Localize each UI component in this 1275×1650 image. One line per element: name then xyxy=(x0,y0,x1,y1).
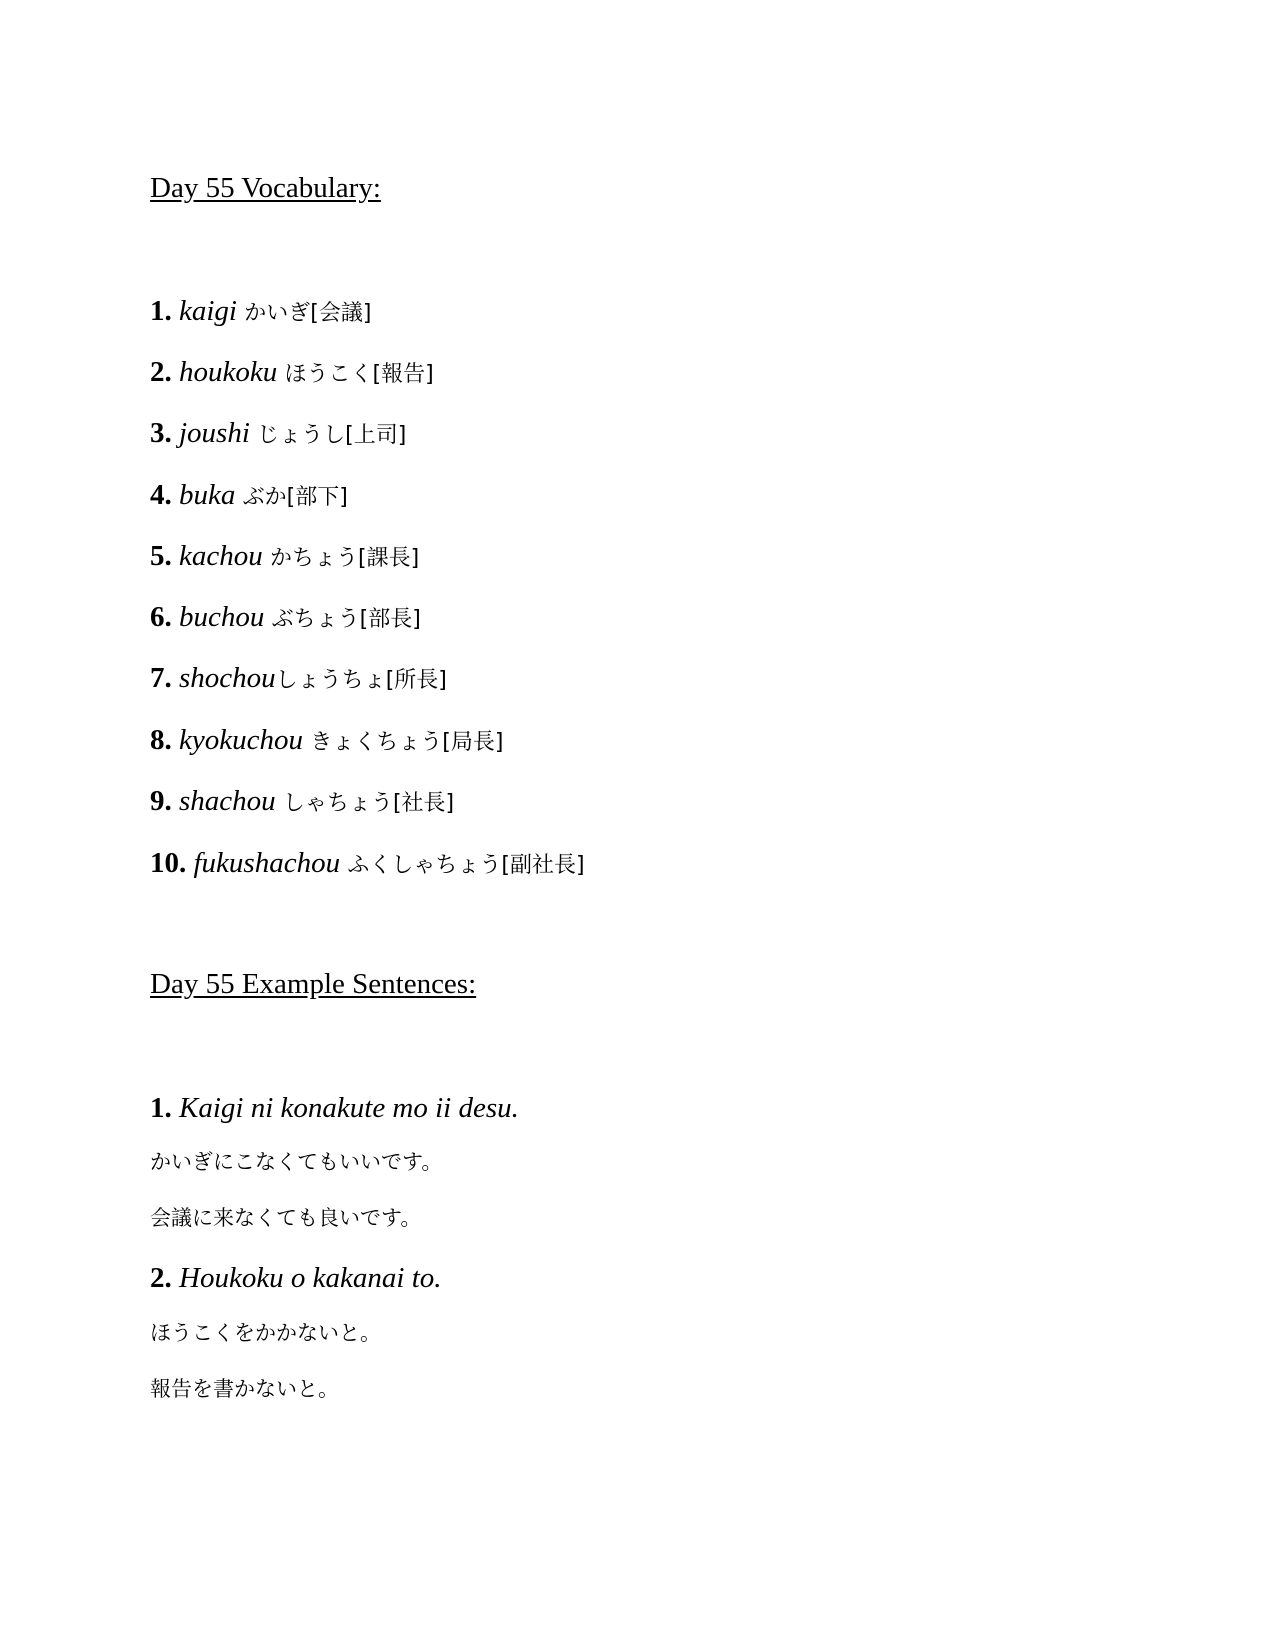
item-number: 2. xyxy=(150,356,172,388)
item-kanji: [社長] xyxy=(392,791,455,816)
vocab-item xyxy=(150,845,585,884)
item-kana: きょくちょう xyxy=(310,730,443,755)
item-kana: ぶか xyxy=(242,485,287,510)
item-romaji: buchou xyxy=(179,601,265,633)
item-romaji: houkoku xyxy=(179,356,278,388)
sentence-number: 2. xyxy=(150,1262,172,1294)
vocab-item xyxy=(150,538,419,577)
vocab-item xyxy=(150,783,454,822)
item-kana: かいぎ xyxy=(244,301,311,326)
item-kanji: [副社長] xyxy=(501,853,585,878)
item-kanji: [上司] xyxy=(345,423,407,448)
sentence-kanji: 報告を書かないと。 xyxy=(150,1377,339,1401)
item-kanji: [課長] xyxy=(358,546,420,571)
item-romaji: kachou xyxy=(179,540,263,572)
item-romaji: kaigi xyxy=(179,295,237,327)
vocab-item xyxy=(150,477,348,516)
sentence-number: 1. xyxy=(150,1092,172,1124)
sentence-romaji: Houkoku o kakanai to. xyxy=(179,1262,442,1294)
vocab-item xyxy=(150,293,371,332)
item-number: 6. xyxy=(150,601,172,633)
item-romaji: shochou xyxy=(179,662,276,694)
vocab-item xyxy=(150,354,434,393)
vocabulary-heading: Day 55 Vocabulary: xyxy=(150,172,381,204)
item-kanji: [会議] xyxy=(310,301,372,326)
item-number: 1. xyxy=(150,295,172,327)
item-romaji: shachou xyxy=(179,785,276,817)
document-page xyxy=(150,0,1150,1650)
vocab-item xyxy=(150,722,503,761)
item-kana: ふくしゃちょう xyxy=(347,853,502,878)
item-number: 9. xyxy=(150,785,172,817)
item-kana: ほうこく xyxy=(284,362,373,387)
item-romaji: buka xyxy=(179,479,236,511)
example-sentence xyxy=(150,1260,442,1296)
item-romaji: fukushachou xyxy=(193,847,341,879)
item-kana: しゃちょう xyxy=(282,791,393,816)
example-sentences-heading: Day 55 Example Sentences: xyxy=(150,968,477,1000)
item-number: 7. xyxy=(150,662,172,694)
vocab-item xyxy=(150,660,447,699)
vocab-item xyxy=(150,599,421,638)
item-kanji: [局長] xyxy=(442,730,504,755)
item-kanji: [所長] xyxy=(385,668,447,693)
item-number: 5. xyxy=(150,540,172,572)
item-number: 3. xyxy=(150,417,172,449)
item-number: 8. xyxy=(150,724,172,756)
item-kana: じょうし xyxy=(257,423,346,448)
item-kanji: [報告] xyxy=(372,362,434,387)
item-kana: ぶちょう xyxy=(271,607,360,632)
item-number: 10. xyxy=(150,847,187,879)
item-number: 4. xyxy=(150,479,172,511)
item-kanji: [部長] xyxy=(359,607,421,632)
sentence-kana: ほうこくをかかないと。 xyxy=(150,1321,381,1345)
sentence-kana: かいぎにこなくてもいいです。 xyxy=(150,1150,443,1174)
item-romaji: kyokuchou xyxy=(179,724,303,756)
item-kanji: [部下] xyxy=(286,485,348,510)
item-kana: かちょう xyxy=(270,546,359,571)
vocab-item xyxy=(150,415,406,454)
item-romaji: joushi xyxy=(179,417,250,449)
example-sentence xyxy=(150,1090,519,1126)
sentence-romaji: Kaigi ni konakute mo ii desu. xyxy=(179,1092,519,1124)
item-kana: しょうちょ xyxy=(275,668,386,693)
sentence-kanji: 会議に来なくても良いです。 xyxy=(150,1206,422,1230)
